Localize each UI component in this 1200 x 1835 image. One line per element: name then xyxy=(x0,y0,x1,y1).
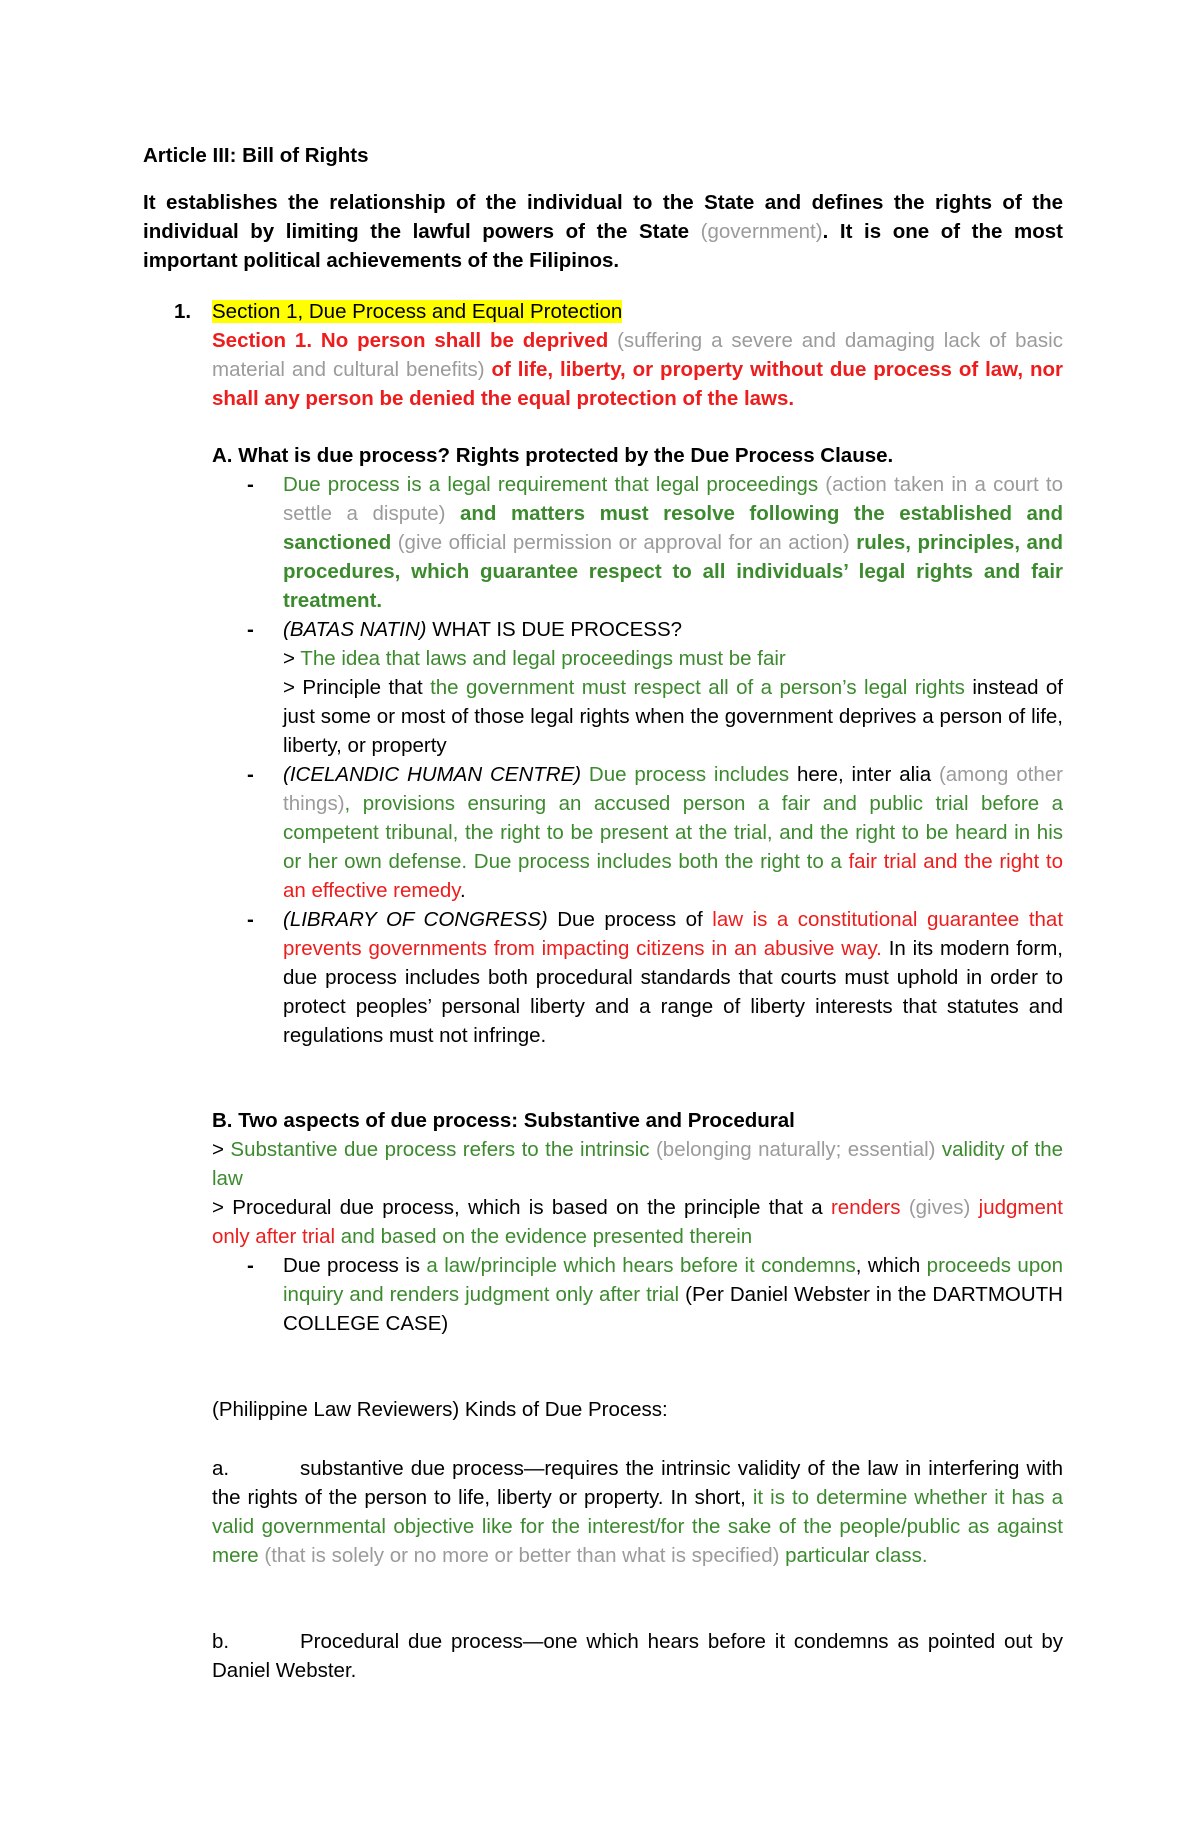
section-number: 1. xyxy=(174,300,192,323)
text-run: Procedural due process—one which hears before it condemns as pointed out by Daniel Webster. xyxy=(212,1630,1063,1682)
text-run: > Principle that xyxy=(283,676,431,699)
kinds-heading: (Philippine Law Reviewers) Kinds of Due Process: xyxy=(212,1398,668,1421)
part-a-heading: A. What is due process? Rights protected by the Due Process Clause. xyxy=(212,444,894,467)
text-run: (LIBRARY OF CONGRESS) xyxy=(283,908,548,931)
bullet-marker: - xyxy=(247,1254,254,1277)
text-run: it is to determine whether it has a valid governmental objective like for the interest/for the sake of the people/public as against mere xyxy=(212,1486,1063,1567)
text-run: It establishes the relationship of the individual to the State and defines the rights of the individual by limiting the lawful powers of the State xyxy=(143,191,1063,243)
substantive-due-process xyxy=(212,1135,1063,1193)
bullet-marker: - xyxy=(247,763,254,786)
text-run: (government) xyxy=(700,220,823,243)
kind-b-text xyxy=(212,1630,1063,1682)
procedural-due-process xyxy=(212,1193,1063,1251)
text-run: (Per Daniel Webster in the DARTMOUTH COLLEGE CASE) xyxy=(283,1283,1063,1335)
bullet-marker: - xyxy=(247,908,254,931)
text-run: Substantive due process refers to the intrinsic xyxy=(230,1138,656,1161)
text-run: , which xyxy=(855,1254,927,1277)
text-run: > xyxy=(212,1138,231,1161)
text-run: > Procedural due process, which is based on the principle that a xyxy=(212,1196,831,1219)
text-run: renders xyxy=(830,1196,909,1219)
bullet-batas-natin-line1 xyxy=(283,615,1063,644)
text-run: the government must respect all of a person’s legal rights xyxy=(430,676,965,699)
text-run: a law/principle which hears before it condemns xyxy=(426,1254,856,1277)
text-run: (gives) xyxy=(908,1196,979,1219)
text-run: particular class. xyxy=(785,1544,928,1567)
kind-a-label: a. xyxy=(212,1457,230,1480)
text-run: (that is solely or no more or better than what is specified) xyxy=(264,1544,786,1567)
document-title: Article III: Bill of Rights xyxy=(143,144,369,167)
bullet-due-process-definition xyxy=(283,470,1063,615)
text-run: of life, liberty, or property without due process of law, nor shall any person be denied the equal protection of the laws. xyxy=(212,358,1064,410)
text-run: (belonging naturally; essential) xyxy=(655,1138,942,1161)
text-run: (BATAS NATIN) xyxy=(283,618,427,641)
kind-b-paragraph xyxy=(212,1627,1063,1685)
kind-a-text xyxy=(212,1457,1063,1567)
text-run: substantive due process—requires the intrinsic validity of the law in interfering with the rights of the person to life, liberty or property. In short, xyxy=(212,1457,1063,1509)
bullet-daniel-webster xyxy=(283,1251,1063,1338)
text-run: In its modern form, due process includes both procedural standards that courts must uphold in order to protect peoples’ personal liberty and a range of liberty interests that statutes and regulations must not infringe. xyxy=(283,937,1063,1047)
text-run: validity of the law xyxy=(212,1138,1064,1190)
text-run: fair trial and the right to an effective remedy xyxy=(283,850,1063,902)
text-run: proceeds upon inquiry and renders judgment only after trial xyxy=(283,1254,1064,1306)
section-text xyxy=(212,326,1063,413)
text-run: (give official permission or approval for an action) xyxy=(397,531,857,554)
text-run: WHAT IS DUE PROCESS? xyxy=(426,618,683,641)
text-run: (among other things) xyxy=(283,763,1063,815)
text-run: Due process includes xyxy=(581,763,797,786)
text-run: Due process is xyxy=(283,1254,427,1277)
text-run: Section 1. No person shall be deprived xyxy=(212,329,618,352)
part-b-heading: B. Two aspects of due process: Substantive and Procedural xyxy=(212,1109,795,1132)
bullet-library-of-congress xyxy=(283,905,1063,1050)
text-run: law is a constitutional guarantee that prevents governments from impacting citizens in an abusive way. xyxy=(283,908,1064,960)
text-run: rules, principles, and procedures, which guarantee respect to all individuals’ legal rights and fair treatment. xyxy=(283,531,1063,612)
text-run: . It is one of the most important political achievements of the Filipinos. xyxy=(143,220,1063,272)
text-run: and based on the evidence presented therein xyxy=(340,1225,753,1248)
text-run: > xyxy=(283,647,301,670)
bullet-marker: - xyxy=(247,618,254,641)
text-run: The idea that laws and legal proceedings must be fair xyxy=(300,647,786,670)
text-run: here, inter alia xyxy=(796,763,939,786)
text-run: (ICELANDIC HUMAN CENTRE) xyxy=(283,763,582,786)
bullet-batas-natin-line3 xyxy=(283,673,1063,760)
text-run: instead of just some or most of those legal rights when the government deprives a person of life, liberty, or property xyxy=(283,676,1064,757)
text-run: (suffering a severe and damaging lack of basic material and cultural benefits) xyxy=(212,329,1063,381)
kind-a-paragraph xyxy=(212,1454,1063,1570)
text-run: and matters must resolve following the established and sanctioned xyxy=(283,502,1063,554)
text-run: judgment only after trial xyxy=(212,1196,1063,1248)
bullet-icelandic-human-centre xyxy=(283,760,1063,905)
section-heading xyxy=(212,297,1063,326)
text-run: Due process is a legal requirement that legal proceedings xyxy=(283,473,826,496)
kind-b-label: b. xyxy=(212,1630,230,1653)
text-run: , provisions ensuring an accused person a fair and public trial before a competent tribunal, the right to be present at the trial, and the right to be heard in his or her own defense. Due process includes both the right to a xyxy=(283,792,1063,873)
bullet-marker: - xyxy=(247,473,254,496)
text-run: Due process of xyxy=(547,908,713,931)
text-run: (action taken in a court to settle a dispute) xyxy=(283,473,1064,525)
intro-paragraph xyxy=(143,188,1063,275)
section-heading-highlight: Section 1, Due Process and Equal Protection xyxy=(212,300,623,323)
text-run: . xyxy=(460,879,466,902)
bullet-batas-natin-line2 xyxy=(283,644,1063,673)
